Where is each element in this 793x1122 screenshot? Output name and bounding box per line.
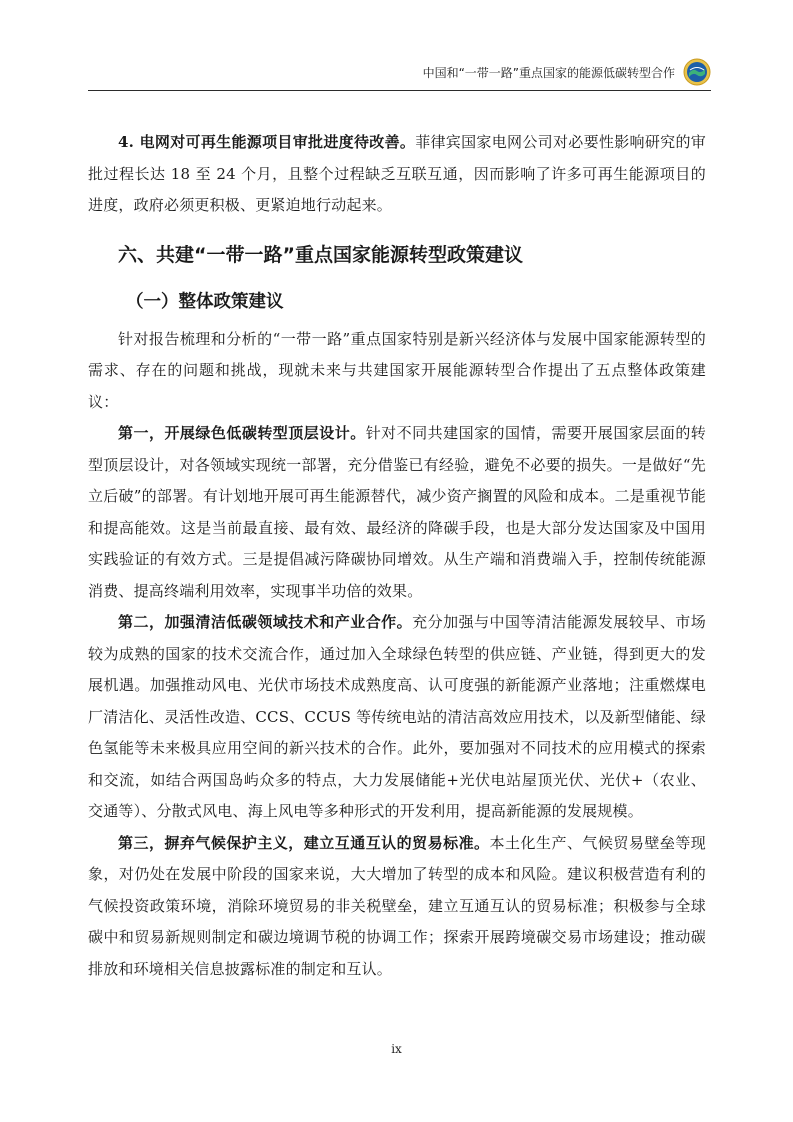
running-title: 中国和“一带一路”重点国家的能源低碳转型合作	[422, 66, 675, 80]
paragraph-lead: 4. 电网对可再生能源项目审批进度待改善。	[118, 133, 416, 151]
paragraph-text: 针对报告梳理和分析的“一带一路”重点国家特别是新兴经济体与发展中国家能源转型的需求、存在的问题和挑战，现就未来与共建国家开展能源转型合作提出了五点整体政策建议：	[88, 329, 706, 411]
section-title: 六、共建“一带一路”重点国家能源转型政策建议	[118, 243, 523, 266]
paragraph-intro	[88, 324, 706, 419]
paragraph-lead: 第一，开展绿色低碳转型顶层设计。	[118, 424, 366, 442]
paragraph-third	[88, 828, 706, 986]
paragraph-text: 菲律宾国家电网公司对必要性影响研究的审批过程长达 18 至 24 个月，且整个过程缺乏互联互通，因而影响了许多可再生能源项目的进度，政府必须更积极、更紧迫地行动起来。	[88, 133, 706, 214]
paragraph-text: 针对不同共建国家的国情，需要开展国家层面的转型顶层设计，对各领域实现统一部署，充分借鉴已有经验，避免不必要的损失。一是做好“先立后破”的部署。有计划地开展可再生能源替代，减少资产搁置的风险和成本。二是重视节能和提高能效。这是当前最直接、最有效、最经济的降碳手段，也是大部分发达国家及中国用实践验证的有效方式。三是提倡减污降碳协同增效。从生产端和消费端入手，控制传统能源消费、提高终端利用效率，实现事半功倍的效果。	[88, 424, 707, 600]
paragraph-text: 充分加强与中国等清洁能源发展较早、市场较为成熟的国家的技术交流合作，通过加入全球绿色转型的供应链、产业链，得到更大的发展机遇。加强推动风电、光伏市场技术成熟度高、认可度强的新能源产业落地；注重燃煤电厂清洁化、灵活性改造、CCS、CCUS 等传统电站的清洁高效应用技术，以及新型储能、绿色氢能等未来极具应用空间的新兴技术的合作。此外，要加强对不同技术的应用模式的探索和交流，如结合两国岛屿众多的特点，大力发展储能+光伏电站屋顶光伏、光伏+（农业、交通等）、分散式风电、海上风电等多种形式的开发利用，提高新能源的发展规模。	[88, 613, 706, 820]
paragraph-grid-approval	[88, 127, 706, 222]
subsection-title: （一）整体政策建议	[126, 291, 284, 312]
page-body	[88, 127, 706, 985]
paragraph-first	[88, 418, 706, 607]
page-number: ix	[391, 1042, 402, 1056]
paragraph-lead: 第三，摒弃气候保护主义，建立互通互认的贸易标准。	[118, 833, 490, 852]
page-header	[88, 58, 711, 91]
paragraph-lead: 第二，加强清洁低碳领域技术和产业合作。	[118, 613, 413, 631]
paragraph-second	[88, 607, 706, 828]
paragraph-text: 本土化生产、气候贸易壁垒等现象，对仍处在发展中阶段的国家来说，大大增加了转型的成本和风险。建议积极营造有利的气候投资政策环境，消除环境贸易的非关税壁垒，建立互通互认的贸易标准；积极参与全球碳中和贸易新规则制定和碳边境调节税的协调工作；探索开展跨境碳交易市场建设；推动碳排放和环境相关信息披露标准的制定和互认。	[88, 833, 706, 978]
emblem-icon	[683, 58, 711, 86]
